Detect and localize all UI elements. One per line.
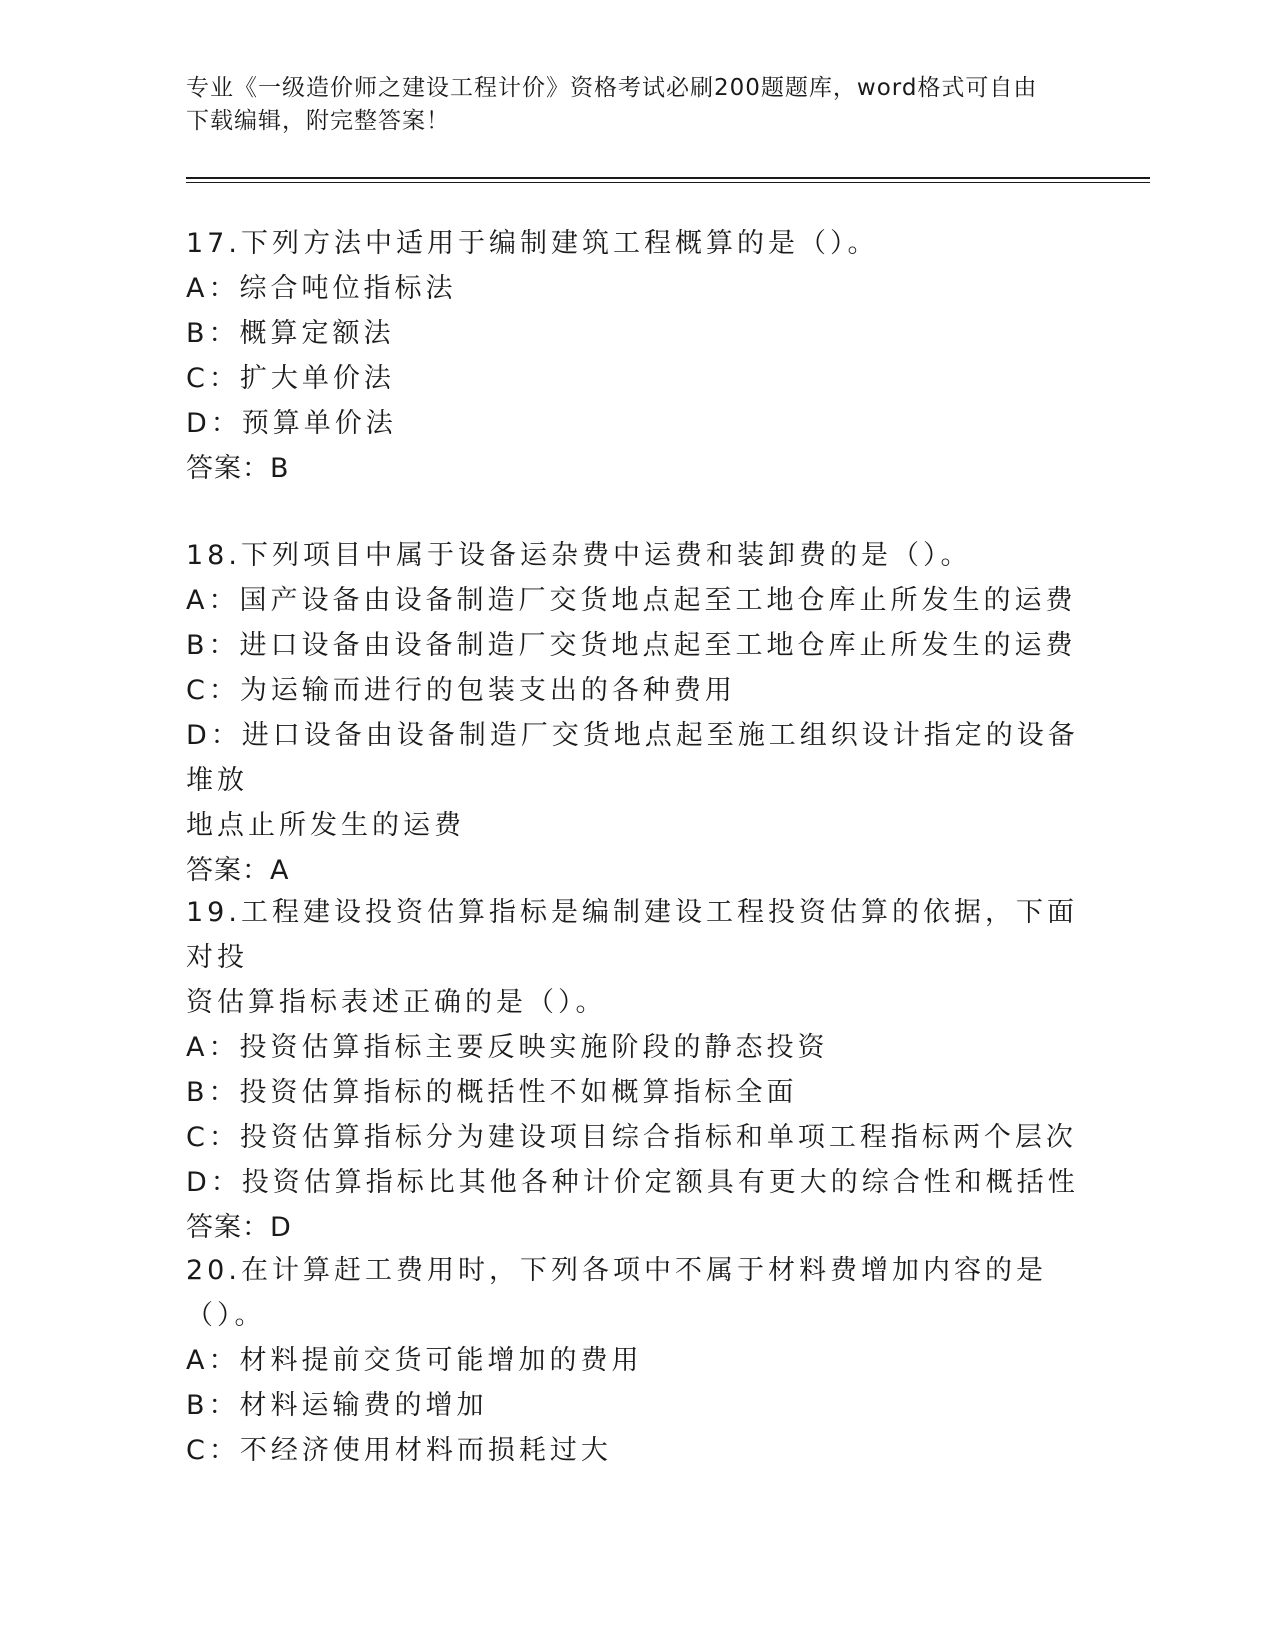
option-c: C：投资估算指标分为建设项目综合指标和单项工程指标两个层次 (186, 1122, 1077, 1153)
option-a: A：材料提前交货可能增加的费用 (186, 1345, 643, 1376)
option-d-continued: 地点止所发生的运费 (186, 810, 465, 841)
header-divider (186, 182, 1150, 183)
document-header (186, 72, 1066, 138)
option-b: B：投资估算指标的概括性不如概算指标全面 (186, 1077, 798, 1108)
question-block (186, 221, 1086, 491)
option-c: C：为运输而进行的包装支出的各种费用 (186, 675, 736, 706)
option-a: A：投资估算指标主要反映实施阶段的静态投资 (186, 1032, 829, 1063)
option-a: A：综合吨位指标法 (186, 273, 457, 304)
question-stem: 17.下列方法中适用于编制建筑工程概算的是（）。 (186, 228, 879, 259)
option-b: B：概算定额法 (186, 318, 395, 349)
option-c: C：不经济使用材料而损耗过大 (186, 1435, 612, 1466)
header-line: 下载编辑，附完整答案！ (186, 108, 450, 134)
question-block (186, 890, 1086, 1250)
question-stem: 19.工程建设投资估算指标是编制建设工程投资估算的依据，下面对投 (186, 897, 1078, 973)
option-c: C：扩大单价法 (186, 363, 395, 394)
header-line: 专业《一级造价师之建设工程计价》资格考试必刷200题题库，word格式可自由 (186, 75, 1038, 101)
option-d: D：投资估算指标比其他各种计价定额具有更大的综合性和概括性 (186, 1167, 1079, 1198)
answer-label: 答案：D (186, 1212, 292, 1243)
question-block (186, 1248, 1086, 1473)
header-divider (186, 177, 1150, 179)
answer-label: 答案：A (186, 855, 290, 886)
option-b: B：进口设备由设备制造厂交货地点起至工地仓库止所发生的运费 (186, 630, 1077, 661)
option-d: D：预算单价法 (186, 408, 397, 439)
option-b: B：材料运输费的增加 (186, 1390, 488, 1421)
question-stem: 18.下列项目中属于设备运杂费中运费和装卸费的是（）。 (186, 540, 972, 571)
question-stem-continued: 资估算指标表述正确的是（）。 (186, 987, 607, 1018)
option-d: D：进口设备由设备制造厂交货地点起至施工组织设计指定的设备堆放 (186, 720, 1079, 796)
option-a: A：国产设备由设备制造厂交货地点起至工地仓库止所发生的运费 (186, 585, 1077, 616)
question-stem: 20.在计算赶工费用时，下列各项中不属于材料费增加内容的是（）。 (186, 1255, 1047, 1331)
answer-label: 答案：B (186, 453, 290, 484)
question-block (186, 533, 1086, 893)
